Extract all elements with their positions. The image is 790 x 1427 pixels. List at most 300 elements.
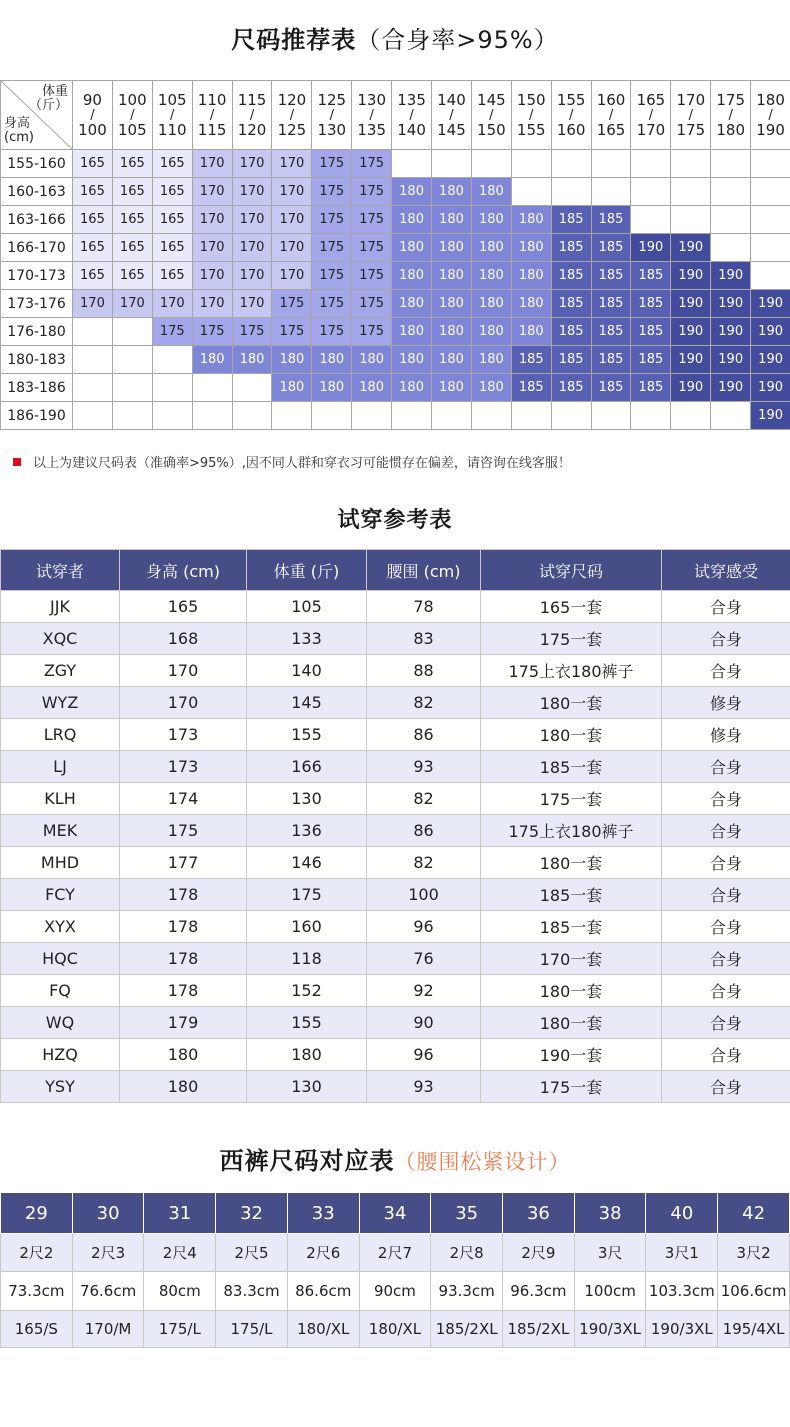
size-cell	[432, 402, 472, 430]
weight-range-low: 120	[277, 90, 307, 109]
weight-range-low: 150	[516, 90, 546, 109]
size-cell: 185	[511, 374, 551, 402]
size-cell: 185	[591, 374, 631, 402]
size-cell	[511, 402, 551, 430]
pants-size-cell: 185/2XL	[431, 1311, 503, 1348]
size-cell	[631, 206, 671, 234]
fit-cell: 88	[367, 655, 481, 687]
size-cell: 190	[671, 234, 711, 262]
fit-cell: 合身	[662, 911, 790, 943]
size-cell: 190	[751, 346, 790, 374]
height-row	[1, 178, 790, 206]
size-cell: 180	[312, 374, 352, 402]
fit-cell: 155	[247, 1007, 367, 1039]
pants-table-title	[0, 1141, 790, 1176]
pants-waist-header: 36	[503, 1193, 575, 1234]
size-cell	[631, 178, 671, 206]
size-cell: 175	[272, 318, 312, 346]
weight-range-low: 110	[197, 90, 227, 109]
weight-range-low: 145	[477, 90, 506, 109]
weight-range-header	[711, 81, 751, 150]
fit-header-cell: 体重 (斤)	[247, 550, 367, 591]
weight-range	[193, 90, 232, 139]
fit-cell: 160	[247, 911, 367, 943]
size-cell	[671, 178, 711, 206]
fit-cell: XQC	[1, 623, 120, 655]
pants-waist-header: 32	[216, 1193, 288, 1234]
height-range: 170-173	[1, 262, 73, 290]
pants-chi-cell: 3尺	[574, 1234, 646, 1272]
fit-cell: 146	[247, 847, 367, 879]
pants-cm-cell: 93.3cm	[431, 1272, 503, 1311]
fit-cell: 180	[247, 1039, 367, 1071]
weight-range	[432, 90, 471, 139]
size-cell: 175	[352, 206, 392, 234]
size-cell: 180	[432, 346, 472, 374]
pants-size-table	[0, 1192, 790, 1348]
size-cell: 180	[511, 262, 551, 290]
fit-cell: 174	[120, 783, 247, 815]
size-cell: 180	[392, 178, 432, 206]
size-recommend-table	[0, 80, 790, 430]
size-cell: 180	[511, 318, 551, 346]
fit-cell: 86	[367, 815, 481, 847]
size-cell: 170	[192, 262, 232, 290]
pants-chi-cell: 3尺2	[718, 1234, 790, 1272]
size-cell: 170	[192, 150, 232, 178]
weight-range-slash: /	[409, 107, 414, 123]
size-cell	[751, 262, 790, 290]
weight-range-high: 140	[397, 120, 426, 139]
size-cell: 175	[312, 262, 352, 290]
size-cell: 180	[432, 318, 472, 346]
height-range: 163-166	[1, 206, 73, 234]
fit-cell: LRQ	[1, 719, 120, 751]
fit-header-cell: 试穿感受	[662, 550, 790, 591]
size-chart-title-sub: （合身率>95%）	[356, 26, 559, 54]
fit-cell: 133	[247, 623, 367, 655]
pants-cm-cell: 106.6cm	[718, 1272, 790, 1311]
size-cell	[432, 150, 472, 178]
fit-cell: 155	[247, 719, 367, 751]
size-cell: 175	[352, 178, 392, 206]
size-cell: 180	[192, 346, 232, 374]
weight-range-header	[232, 81, 272, 150]
fit-cell: 178	[120, 943, 247, 975]
size-cell: 175	[352, 290, 392, 318]
size-cell: 180	[471, 234, 511, 262]
weight-range-high: 100	[78, 120, 107, 139]
fit-row	[1, 591, 790, 623]
fit-row	[1, 879, 790, 911]
size-cell: 180	[392, 346, 432, 374]
height-row	[1, 234, 790, 262]
size-cell: 165	[112, 150, 152, 178]
fit-header-cell: 身高 (cm)	[120, 550, 247, 591]
fit-cell: 145	[247, 687, 367, 719]
fit-table-title: 试穿参考表	[337, 508, 453, 533]
weight-range	[512, 90, 551, 139]
fit-cell: FCY	[1, 879, 120, 911]
size-cell: 180	[392, 234, 432, 262]
weight-range	[233, 90, 272, 139]
height-range: 176-180	[1, 318, 73, 346]
weight-range-header	[511, 81, 551, 150]
size-cell: 170	[192, 290, 232, 318]
weight-range	[592, 90, 631, 139]
size-cell	[511, 150, 551, 178]
size-cell: 185	[631, 374, 671, 402]
weight-range-high: 125	[277, 120, 307, 139]
pants-waist-header: 40	[646, 1193, 718, 1234]
size-cell	[73, 318, 113, 346]
size-cell: 170	[192, 206, 232, 234]
pants-chi-cell: 2尺6	[287, 1234, 359, 1272]
weight-range-header	[591, 81, 631, 150]
weight-range-header	[272, 81, 312, 150]
size-cell	[232, 374, 272, 402]
fit-cell: ZGY	[1, 655, 120, 687]
size-cell	[671, 150, 711, 178]
fit-cell: 合身	[662, 815, 790, 847]
size-cell: 185	[551, 346, 591, 374]
pants-size-cell: 175/L	[216, 1311, 288, 1348]
fit-cell: 90	[367, 1007, 481, 1039]
size-cell: 180	[471, 178, 511, 206]
size-cell: 170	[272, 262, 312, 290]
size-cell: 180	[471, 346, 511, 374]
weight-range-slash: /	[529, 107, 534, 123]
fit-cell: 合身	[662, 1007, 790, 1039]
fit-cell: 合身	[662, 623, 790, 655]
fit-cell: 175一套	[481, 623, 662, 655]
pants-cm-cell: 73.3cm	[1, 1272, 73, 1311]
weight-range	[711, 90, 750, 139]
pants-cm-cell: 96.3cm	[503, 1272, 575, 1311]
fit-cell: 170	[120, 687, 247, 719]
size-cell: 180	[432, 206, 472, 234]
size-cell	[112, 402, 152, 430]
weight-range-slash: /	[209, 107, 215, 123]
height-row	[1, 262, 790, 290]
size-cell: 175	[232, 318, 272, 346]
size-cell: 170	[73, 290, 113, 318]
weight-range-slash: /	[449, 107, 454, 123]
size-cell: 170	[272, 234, 312, 262]
height-row	[1, 318, 790, 346]
fit-cell: 180一套	[481, 687, 662, 719]
weight-range-high: 120	[237, 120, 267, 139]
fit-row	[1, 975, 790, 1007]
weight-range-low: 90	[82, 90, 102, 109]
pants-chi-cell: 2尺5	[216, 1234, 288, 1272]
weight-range-header	[432, 81, 472, 150]
size-cell: 190	[751, 374, 790, 402]
pants-size-cell: 175/L	[144, 1311, 216, 1348]
fit-row	[1, 687, 790, 719]
size-cell: 185	[551, 234, 591, 262]
size-chart-title	[0, 20, 790, 55]
size-cell: 180	[352, 374, 392, 402]
weight-range-low: 160	[596, 90, 626, 109]
weight-range-low: 125	[317, 90, 347, 109]
pants-chi-row	[1, 1234, 790, 1272]
size-cell	[392, 402, 432, 430]
weight-range-low: 130	[357, 90, 386, 109]
pants-chi-cell: 2尺8	[431, 1234, 503, 1272]
fit-cell: 175	[247, 879, 367, 911]
height-row	[1, 402, 790, 430]
pants-cm-cell: 76.6cm	[72, 1272, 144, 1311]
weight-range-high: 170	[636, 120, 666, 139]
weight-range-slash: /	[90, 107, 95, 123]
weight-unit: （斤）	[28, 98, 68, 113]
fit-header-cell: 试穿尺码	[481, 550, 662, 591]
size-cell: 180	[471, 318, 511, 346]
weight-range-high: 190	[756, 120, 785, 139]
weight-range	[352, 90, 391, 139]
fit-cell: 105	[247, 591, 367, 623]
fit-cell: 130	[247, 1071, 367, 1103]
weight-range	[312, 90, 351, 139]
fit-row	[1, 847, 790, 879]
fit-cell: 93	[367, 751, 481, 783]
weight-range-low: 175	[716, 90, 746, 109]
size-cell: 165	[73, 262, 113, 290]
fit-cell: XYX	[1, 911, 120, 943]
weight-range-high: 130	[317, 120, 347, 139]
size-cell: 180	[432, 290, 472, 318]
size-cell: 165	[152, 178, 192, 206]
weight-range-header	[73, 81, 113, 150]
weight-range	[472, 90, 511, 139]
size-cell: 180	[232, 346, 272, 374]
fit-cell: 165一套	[481, 591, 662, 623]
fit-cell: 190一套	[481, 1039, 662, 1071]
weight-range-header	[192, 81, 232, 150]
pants-cm-cell: 103.3cm	[646, 1272, 718, 1311]
size-cell: 180	[272, 374, 312, 402]
size-cell: 180	[471, 262, 511, 290]
fit-cell: LJ	[1, 751, 120, 783]
fit-cell: 合身	[662, 847, 790, 879]
fit-cell: MHD	[1, 847, 120, 879]
weight-range-high: 105	[118, 120, 147, 139]
size-cell	[471, 402, 511, 430]
pants-waist-header: 35	[431, 1193, 503, 1234]
fit-cell: 175上衣180裤子	[481, 655, 662, 687]
weight-axis-label	[29, 85, 68, 113]
fit-row	[1, 655, 790, 687]
size-cell: 175	[352, 234, 392, 262]
pants-size-cell: 165/S	[1, 1311, 73, 1348]
fit-cell: KLH	[1, 783, 120, 815]
fit-cell: 合身	[662, 751, 790, 783]
weight-range	[153, 90, 192, 139]
size-cell: 180	[511, 290, 551, 318]
size-cell: 170	[232, 206, 272, 234]
fit-row	[1, 1071, 790, 1103]
weight-range	[272, 90, 311, 139]
height-label: 身高	[4, 116, 31, 131]
height-row	[1, 346, 790, 374]
fit-cell: 185一套	[481, 879, 662, 911]
size-cell: 185	[551, 206, 591, 234]
weight-range-slash: /	[728, 107, 733, 123]
fit-cell: WYZ	[1, 687, 120, 719]
height-row	[1, 150, 790, 178]
size-cell: 175	[352, 150, 392, 178]
fit-header-cell: 试穿者	[1, 550, 120, 591]
fit-cell: 178	[120, 911, 247, 943]
height-row	[1, 374, 790, 402]
fit-cell: 180一套	[481, 975, 662, 1007]
size-cell: 180	[511, 206, 551, 234]
size-cell	[272, 402, 312, 430]
size-cell	[551, 402, 591, 430]
size-cell: 180	[272, 346, 312, 374]
fit-cell: MEK	[1, 815, 120, 847]
fit-cell: 合身	[662, 1071, 790, 1103]
weight-range-high: 180	[716, 120, 746, 139]
size-cell	[551, 178, 591, 206]
size-cell	[751, 150, 790, 178]
pants-chi-cell: 3尺1	[646, 1234, 718, 1272]
weight-range-slash: /	[608, 107, 614, 123]
pants-cm-cell: 100cm	[574, 1272, 646, 1311]
size-cell: 165	[152, 150, 192, 178]
size-cell	[73, 346, 113, 374]
size-cell	[711, 178, 751, 206]
pants-chi-cell: 2尺3	[72, 1234, 144, 1272]
size-cell: 175	[312, 150, 352, 178]
weight-range-slash: /	[130, 107, 135, 123]
fit-cell: 180一套	[481, 847, 662, 879]
size-cell: 185	[631, 318, 671, 346]
fit-cell: 130	[247, 783, 367, 815]
size-cell: 165	[112, 234, 152, 262]
fit-cell: 合身	[662, 783, 790, 815]
weight-range-header	[112, 81, 152, 150]
size-cell: 180	[392, 290, 432, 318]
weight-range-high: 160	[556, 120, 586, 139]
fit-row	[1, 1039, 790, 1071]
fit-row	[1, 815, 790, 847]
size-cell: 185	[591, 206, 631, 234]
weight-range	[751, 90, 790, 139]
pants-waist-header: 30	[72, 1193, 144, 1234]
size-cell: 170	[192, 178, 232, 206]
size-cell: 165	[152, 234, 192, 262]
weight-range-slash: /	[768, 107, 773, 123]
weight-range-low: 180	[756, 90, 785, 109]
fit-cell: 100	[367, 879, 481, 911]
weight-range	[73, 90, 112, 139]
weight-range-high: 175	[676, 120, 706, 139]
size-cell: 180	[471, 290, 511, 318]
size-cell: 175	[312, 290, 352, 318]
size-cell: 175	[352, 318, 392, 346]
size-cell: 170	[232, 234, 272, 262]
size-cell: 180	[392, 318, 432, 346]
pants-cm-cell: 86.6cm	[287, 1272, 359, 1311]
fit-cell: 168	[120, 623, 247, 655]
fit-cell: 82	[367, 783, 481, 815]
size-cell: 185	[591, 318, 631, 346]
pants-waist-header: 38	[574, 1193, 646, 1234]
height-range: 166-170	[1, 234, 73, 262]
height-row	[1, 290, 790, 318]
fit-cell: 185一套	[481, 911, 662, 943]
pants-chi-cell: 2尺2	[1, 1234, 73, 1272]
size-cell: 175	[312, 318, 352, 346]
size-cell	[112, 374, 152, 402]
size-cell	[192, 402, 232, 430]
size-cell: 180	[511, 234, 551, 262]
fit-cell: 177	[120, 847, 247, 879]
size-cell	[152, 402, 192, 430]
weight-range-slash: /	[289, 107, 295, 123]
size-cell	[112, 318, 152, 346]
pants-cm-row	[1, 1272, 790, 1311]
fit-cell: 178	[120, 975, 247, 1007]
size-cell: 185	[551, 262, 591, 290]
fit-cell: 175一套	[481, 783, 662, 815]
weight-range-slash: /	[648, 107, 654, 123]
size-cell: 170	[272, 150, 312, 178]
fit-cell: 82	[367, 687, 481, 719]
size-cell: 190	[631, 234, 671, 262]
fit-cell: 180	[120, 1039, 247, 1071]
size-cell: 190	[711, 374, 751, 402]
height-range: 160-163	[1, 178, 73, 206]
fit-cell: HQC	[1, 943, 120, 975]
fit-cell: 76	[367, 943, 481, 975]
size-cell: 165	[112, 206, 152, 234]
fit-cell: 136	[247, 815, 367, 847]
size-cell: 190	[751, 402, 790, 430]
fit-cell: 175一套	[481, 1071, 662, 1103]
size-cell	[511, 178, 551, 206]
note-text: 以上为建议尺码表（准确率>95%）,因不同人群和穿衣习可能惯存在偏差，请咨询在线客服！	[33, 456, 571, 471]
weight-range-slash: /	[489, 107, 494, 123]
size-cell	[73, 402, 113, 430]
size-cell: 180	[432, 262, 472, 290]
size-cell: 170	[232, 262, 272, 290]
fit-row	[1, 751, 790, 783]
size-cell: 180	[432, 178, 472, 206]
size-cell: 190	[711, 290, 751, 318]
weight-range	[113, 90, 152, 139]
size-cell: 190	[671, 346, 711, 374]
pants-size-cell: 185/2XL	[503, 1311, 575, 1348]
size-cell	[352, 402, 392, 430]
size-cell	[711, 402, 751, 430]
weight-range-low: 100	[118, 90, 147, 109]
weight-range-low: 165	[636, 90, 666, 109]
weight-range	[631, 90, 670, 139]
size-cell: 180	[432, 374, 472, 402]
fit-cell: 178	[120, 879, 247, 911]
pants-size-cell: 170/M	[72, 1311, 144, 1348]
size-cell	[751, 178, 790, 206]
size-cell: 165	[73, 234, 113, 262]
fit-cell: 96	[367, 1039, 481, 1071]
weight-range-low: 155	[556, 90, 586, 109]
fit-cell: 82	[367, 847, 481, 879]
weight-range-slash: /	[170, 107, 175, 123]
fit-reference-table	[0, 549, 790, 1103]
